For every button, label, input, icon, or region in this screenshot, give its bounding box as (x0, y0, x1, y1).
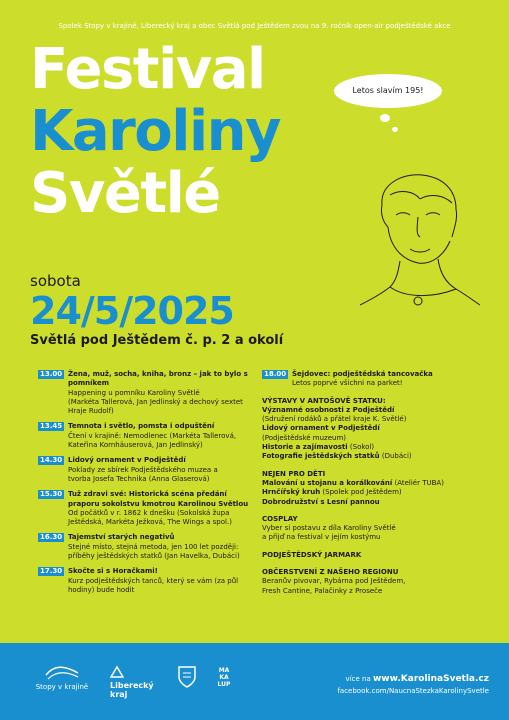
program-desc: Poklady ze sbírek Podještědského muzea a tvorba Josefa Technika (Anna Glaserová) (68, 465, 218, 483)
website-line (337, 673, 489, 685)
kids-activity: Hrnčířský kruh (262, 488, 321, 497)
program-item (38, 490, 253, 527)
program-desc: Happening u pomníku Karoliny Světlé (Markéta Tallerová, Jan Jedlinský a dechový sextet Hraje Rudolf) (68, 388, 243, 416)
bubble-dot-small (392, 127, 398, 132)
exhibition-name: Historie a zajímavosti (262, 443, 348, 452)
intro-text: Spolek Stopy v krajině, Liberecký kraj a obec Světlá pod Ještědem zvou na 9. ročník open-air podještědské akce (58, 22, 451, 30)
kids-item (262, 488, 492, 497)
kraj-logo-icon (110, 665, 124, 679)
program-time: 18.00 (264, 370, 287, 378)
cosplay-desc: Vyber si postavu z díla Karoliny Světlé a přijď na festival v jejím kostýmu (262, 524, 396, 542)
program-left (38, 370, 253, 601)
program-time: 17.30 (40, 567, 63, 576)
program-desc: Kurz podještědských tanců, který se vám (za půl hodiny) bude hodit (68, 576, 239, 594)
exhibition-item (262, 424, 492, 433)
food-heading: OBČERSTVENÍ Z NAŠEHO REGIONU (262, 568, 399, 577)
program-right (262, 370, 492, 604)
logo-kraj-text: Liberecký kraj (110, 681, 154, 699)
event-day: sobota (30, 272, 81, 290)
exhibitions-block (262, 397, 492, 462)
logo-makalup (214, 667, 234, 688)
program-title: Žena, muž, socha, kniha, bronz – jak to bylo s pomníkem (68, 370, 248, 388)
food-desc: Beranův pivovar, Rybárna pod Ještědem, Fresh Cantine, Palačinky z Proseče (262, 577, 406, 595)
logo-crest (176, 665, 198, 691)
program-time: 14.30 (40, 456, 63, 465)
kids-activity: Malování u stojanu a korálkování (262, 478, 393, 487)
exhibition-name: Fotografie ještědských statků (262, 452, 380, 461)
facebook-link[interactable]: facebook.com/NaucnaStezkaKarolinySvetle (337, 687, 489, 695)
logo-stopy-text: Stopy v krajině (35, 683, 89, 691)
bubble-dot (380, 114, 390, 122)
crest-icon (177, 665, 197, 689)
program-title: Temnota i světlo, pomsta i odpuštění (68, 422, 215, 431)
logo-stopy (32, 661, 92, 691)
market-block (262, 551, 492, 560)
title-line-svetle: Světlé (30, 161, 220, 226)
exhibition-item (262, 406, 492, 415)
exhibition-item (262, 452, 492, 461)
more-label: více na (345, 675, 371, 683)
kids-activity: Dobrodružství s Lesní pannou (262, 497, 380, 506)
footer-bar (0, 643, 509, 720)
program-title: Tajemství starých negativů (68, 533, 175, 542)
website-link[interactable]: www.KarolinaSvetla.cz (372, 674, 489, 684)
exhibition-org: (Sokol) (347, 443, 375, 452)
program-desc: Od počátků v r. 1862 k dnešku (Sokolská župa Ještědská, Markéta Ježková, The Wings a spol.) (68, 508, 232, 527)
program-time: 15.30 (40, 490, 63, 499)
exhibitions-heading: VÝSTAVY V ANTOŠOVĚ STATKU: (262, 396, 386, 405)
exhibition-name: Lidový ornament v Podještědí (262, 424, 380, 433)
bubble-text: Letos slavím 195! (352, 86, 424, 95)
cosplay-heading: COSPLAY (262, 514, 298, 523)
program-desc: Stejné místo, stejná metoda, jen 100 let později: příběhy ještědských statků (Jan Havelka, Dubáci) (68, 542, 240, 561)
program-item (38, 422, 253, 450)
program-time: 13.45 (40, 422, 63, 431)
program-desc: Letos poprvé všichni na parket! (292, 379, 403, 388)
program-time: 16.30 (40, 533, 63, 542)
program-desc: Čtení v krajině: Nemodlenec (Markéta Tallerová, Kateřina Kornhäuserová, Jan Jedlinský) (68, 431, 237, 450)
stopy-logo-icon (44, 661, 80, 681)
exhibition-org: (Sdružení rodáků a přátel kraje K. Světlé) (262, 415, 407, 424)
exhibition-item (262, 443, 492, 452)
logo-makalup-text: MA KA LUP (217, 667, 231, 688)
food-block (262, 568, 492, 596)
program-item (38, 456, 253, 484)
thought-bubble (334, 74, 442, 108)
portrait-illustration (360, 165, 480, 345)
title-line-festival: Festival (30, 37, 265, 102)
kids-org: (Spolek pod Ještědem) (320, 488, 402, 497)
market-heading: PODJEŠTĚDSKÝ JARMARK (262, 550, 362, 559)
program-title: Skočte si s Horačkami! (68, 567, 158, 576)
cosplay-block (262, 515, 492, 543)
event-place: Světlá pod Ještědem č. p. 2 a okolí (30, 333, 284, 348)
program-title: Lidový ornament v Podještědí (68, 456, 186, 465)
kids-block (262, 470, 492, 507)
program-item (38, 567, 253, 595)
program-item (38, 533, 253, 561)
kids-item (262, 498, 492, 507)
event-date: 24/5/2025 (30, 289, 234, 333)
program-time: 13.00 (40, 370, 63, 378)
exhibition-name: Významné osobnosti z Podještědí (262, 405, 395, 414)
kids-item (262, 479, 492, 488)
footer-links (337, 673, 489, 697)
program-title: Šejdovec: podještědská tancovačka (292, 370, 433, 378)
exhibition-org: (Podještědské muzeum) (262, 433, 347, 442)
exhibition-org: (Dubáci) (379, 452, 412, 461)
logo-kraj (110, 665, 160, 699)
kids-heading: NEJEN PRO DĚTI (262, 469, 326, 478)
title-line-karoliny: Karoliny (30, 99, 281, 164)
program-item (262, 370, 492, 389)
kids-org: (Ateliér TUBA) (392, 478, 444, 487)
program-title: Tuž zdravi své: Historická scéna předání praporu sokolstvu kmotrou Karolinou Světlou (68, 490, 249, 508)
program-item (38, 370, 253, 416)
